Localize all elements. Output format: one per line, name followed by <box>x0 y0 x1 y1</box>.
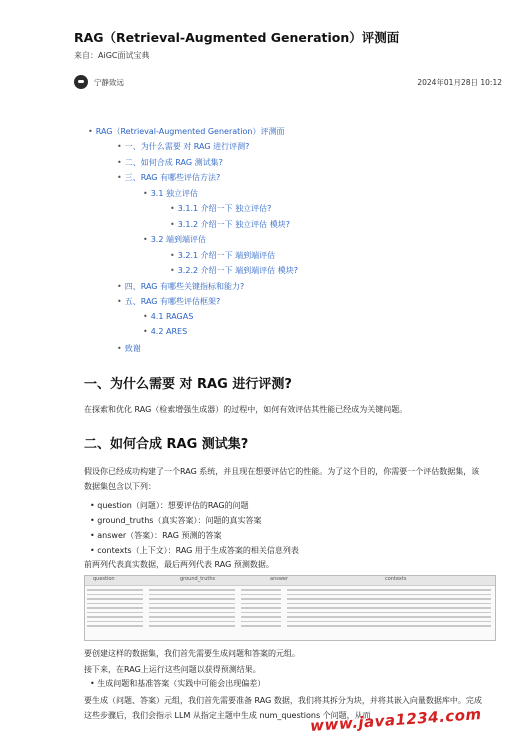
list-item: • contexts（上下文）：RAG 用于生成答案的相关信息列表 <box>90 546 299 555</box>
table-column <box>285 586 493 638</box>
table-header-cell: ground_truths <box>180 576 216 582</box>
section-heading-2: 二、如何合成 RAG 测试集? <box>84 437 249 452</box>
toc-item[interactable]: • 3.2.2 介绍一下 端到端评估 模块? <box>170 266 298 275</box>
toc-item[interactable]: • 致谢 <box>117 344 141 353</box>
section-2-paragraph: 假设你已经成功构建了一个RAG 系统，并且现在想要评估它的性能。为了这个目的，你需要一个评估数据集，该数据集包含以下列： <box>84 467 480 491</box>
toc-item[interactable]: • 4.2 ARES <box>143 327 188 336</box>
toc-item[interactable]: • 3.2.1 介绍一下 端到端评估 <box>170 251 276 260</box>
author-row <box>74 74 506 92</box>
toc-item[interactable]: • 三、RAG 有哪些评估方法? <box>117 173 221 182</box>
table-header <box>85 576 495 586</box>
list-item: • 生成问题和基准答案（实践中可能会出现偏差） <box>90 679 266 688</box>
publish-date: 2024年01月28日 10:12 <box>417 78 502 87</box>
toc-item[interactable]: • 3.2 端到端评估 <box>143 235 206 244</box>
toc-item[interactable]: • 二、如何合成 RAG 测试集? <box>117 158 223 167</box>
toc-item[interactable]: • RAG（Retrieval-Augmented Generation）评测面 <box>88 127 285 136</box>
toc-item[interactable]: • 一、为什么需要 对 RAG 进行评测? <box>117 142 250 151</box>
toc-item[interactable]: • 五、RAG 有哪些评估框架? <box>117 297 221 306</box>
table-column <box>85 586 145 638</box>
table-column <box>147 586 237 638</box>
closing-paragraph: 要生成（问题、答案）元组，我们首先需要准备 RAG 数据，我们将其拆分为块，并将其嵌入向量数据库中。完成这些步骤后，我们会指示 LLM 从指定主题中生成 num_questions 个问题，从而 <box>84 696 482 720</box>
table-header-cell: question <box>93 576 115 582</box>
toc-item[interactable]: • 四、RAG 有哪些关键指标和能力? <box>117 282 245 291</box>
after-table-text-1: 要创建这样的数据集，我们首先需要生成问题和答案的元组。 <box>84 649 300 658</box>
after-table-text-2: 接下来，在RAG上运行这些问题以获得预测结果。 <box>84 665 261 674</box>
toc-item[interactable]: • 4.1 RAGAS <box>143 312 194 321</box>
table-header-cell: contexts <box>385 576 407 582</box>
article-source: 来自：AiGC面试宝典 <box>74 51 150 60</box>
table-header-cell: answer <box>270 576 289 582</box>
toc-item[interactable]: • 3.1.2 介绍一下 独立评估 模块? <box>170 220 290 229</box>
toc-item[interactable]: • 3.1 独立评估 <box>143 189 198 198</box>
article-title: RAG（Retrieval-Augmented Generation）评测面 <box>74 30 400 45</box>
dataset-table-image <box>84 575 496 641</box>
author-name[interactable]: 宁静致远 <box>94 78 124 87</box>
section-1-paragraph: 在探索和优化 RAG（检索增强生成器）的过程中，如何有效评估其性能已经成为关键问题。 <box>84 405 408 414</box>
toc-item[interactable]: • 3.1.1 介绍一下 独立评估? <box>170 204 272 213</box>
list-item: • ground_truths（真实答案）：问题的真实答案 <box>90 516 262 525</box>
table-column <box>239 586 283 638</box>
avatar[interactable] <box>74 75 88 89</box>
section-heading-1: 一、为什么需要 对 RAG 进行评测? <box>84 377 292 392</box>
section-2-note: 前两列代表真实数据，最后两列代表 RAG 预测数据。 <box>84 560 274 569</box>
list-item: • question（问题）：想要评估的RAG的问题 <box>90 501 249 510</box>
watermark: www.java1234.com <box>309 705 483 735</box>
list-item: • answer（答案）：RAG 预测的答案 <box>90 531 222 540</box>
